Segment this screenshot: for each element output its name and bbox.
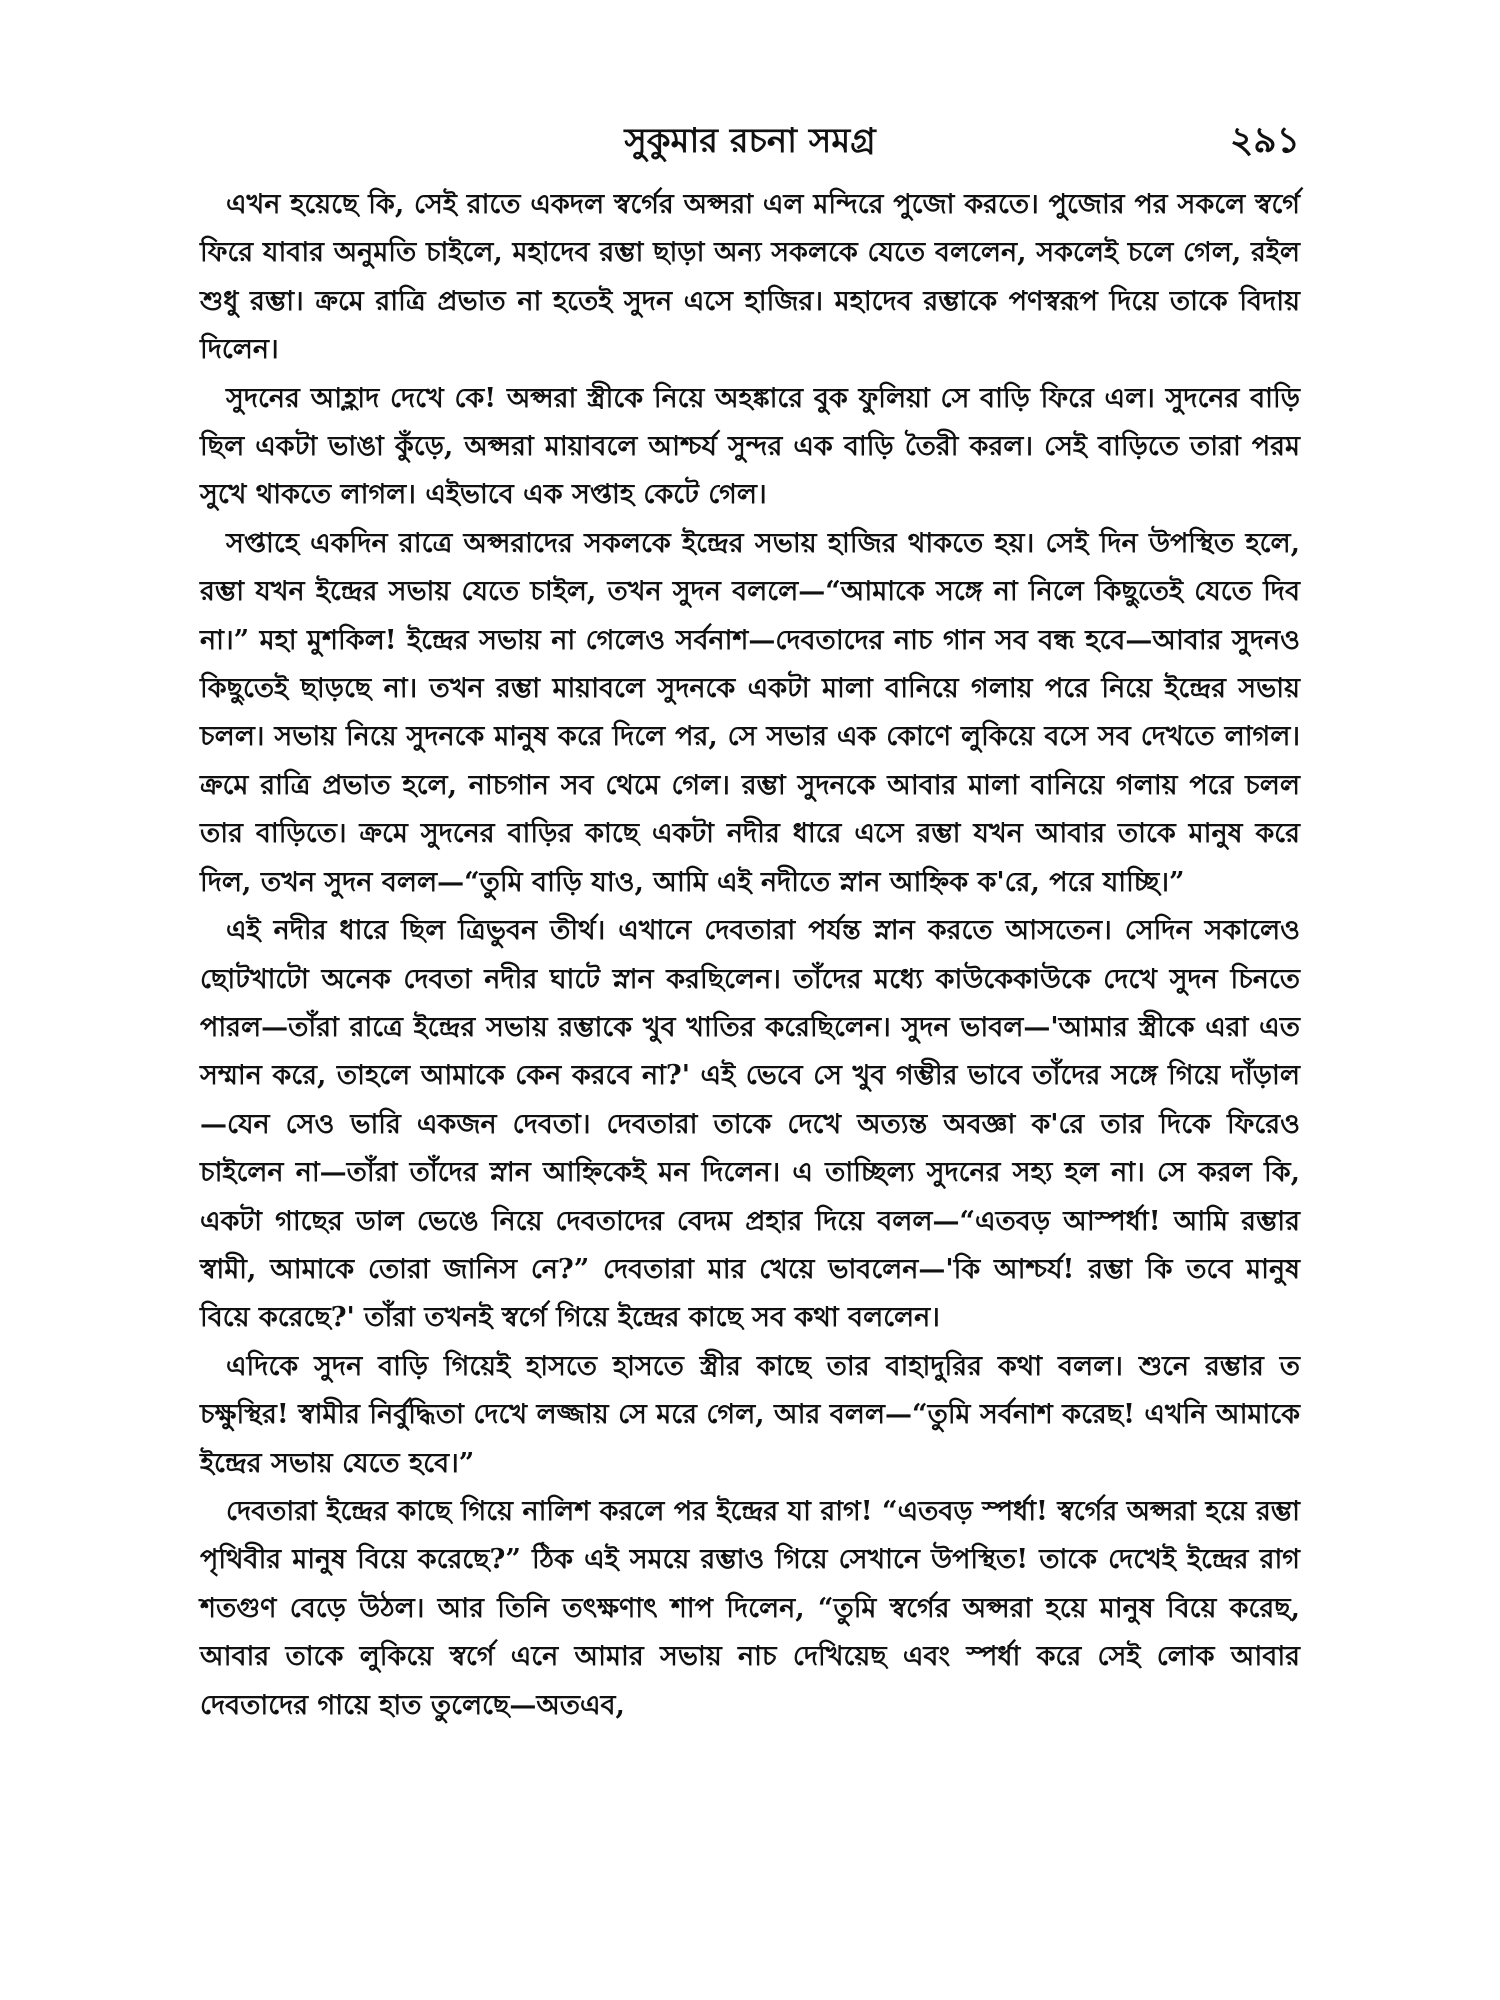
- body-text: [200, 181, 1300, 1730]
- page-number: ২৯১: [1229, 119, 1300, 161]
- book-page: [200, 105, 1300, 1935]
- paragraph-4: এই নদীর ধারে ছিল ত্রিভুবন তীর্থ। এখানে দেবতারা পর্যন্ত স্নান করতে আসতেন। সেদিন সকালেও ছোটখাটো অনেক দেবতা নদীর ঘাটে স্নান করছিলেন। তাঁদের মধ্যে কাউকেকাউকে দেখে সুদন চিনতে পারল—তাঁরা রাত্রে ইন্দ্রের সভায় রম্ভাকে খুব খাতির করেছিলেন। সুদন ভাবল—'আমার স্ত্রীকে এরা এত সম্মান করে, তাহলে আমাকে কেন করবে না?' এই ভেবে সে খুব গম্ভীর ভাবে তাঁদের সঙ্গে গিয়ে দাঁড়াল—যেন সেও ভারি একজন দেবতা। দেবতারা তাকে দেখে অত্যন্ত অবজ্ঞা ক'রে তার দিকে ফিরেও চাইলেন না—তাঁরা তাঁদের স্নান আহ্নিকেই মন দিলেন। এ তাচ্ছিল্য সুদনের সহ্য হল না। সে করল কি, একটা গাছের ডাল ভেঙে নিয়ে দেবতাদের বেদম প্রহার দিয়ে বলল—“এতবড় আস্পর্ধা! আমি রম্ভার স্বামী, আমাকে তোরা জানিস নে?” দেবতারা মার খেয়ে ভাবলেন—'কি আশ্চর্য! রম্ভা কি তবে মানুষ বিয়ে করেছে?' তাঁরা তখনই স্বর্গে গিয়ে ইন্দ্রের কাছে সব কথা বললেন।: [200, 915, 1300, 1334]
- paragraph-6: দেবতারা ইন্দ্রের কাছে গিয়ে নালিশ করলে পর ইন্দ্রের যা রাগ! “এতবড় স্পর্ধা! স্বর্গের অপ্সরা হয়ে রম্ভা পৃথিবীর মানুষ বিয়ে করেছে?” ঠিক এই সময়ে রম্ভাও গিয়ে সেখানে উপস্থিত! তাকে দেখেই ইন্দ্রের রাগ শতগুণ বেড়ে উঠল। আর তিনি তৎক্ষণাৎ শাপ দিলেন, “তুমি স্বর্গের অপ্সরা হয়ে মানুষ বিয়ে করেছ, আবার তাকে লুকিয়ে স্বর্গে এনে আমার সভায় নাচ দেখিয়েছ এবং স্পর্ধা করে সেই লোক আবার দেবতাদের গায়ে হাত তুলেছে—অতএব,: [200, 1495, 1300, 1721]
- paragraph-1: এখন হয়েছে কি, সেই রাতে একদল স্বর্গের অপ্সরা এল মন্দিরে পুজো করতে। পুজোর পর সকলে স্বর্গে ফিরে যাবার অনুমতি চাইলে, মহাদেব রম্ভা ছাড়া অন্য সকলকে যেতে বললেন, সকলেই চলে গেল, রইল শুধু রম্ভা। ক্রমে রাত্রি প্রভাত না হতেই সুদন এসে হাজির। মহাদেব রম্ভাকে পণস্বরূপ দিয়ে তাকে বিদায় দিলেন।: [200, 189, 1300, 366]
- book-title: সুকুমার রচনা সমগ্র: [624, 121, 876, 161]
- paragraph-2: সুদনের আহ্লাদ দেখে কে! অপ্সরা স্ত্রীকে নিয়ে অহঙ্কারে বুক ফুলিয়া সে বাড়ি ফিরে এল। সুদনের বাড়ি ছিল একটা ভাঙা কুঁড়ে, অপ্সরা মায়াবলে আশ্চর্য সুন্দর এক বাড়ি তৈরী করল। সেই বাড়িতে তারা পরম সুখে থাকতে লাগল। এইভাবে এক সপ্তাহ কেটে গেল।: [200, 382, 1300, 511]
- paragraph-5: এদিকে সুদন বাড়ি গিয়েই হাসতে হাসতে স্ত্রীর কাছে তার বাহাদুরির কথা বলল। শুনে রম্ভার ত চক্ষুস্থির! স্বামীর নির্বুদ্ধিতা দেখে লজ্জায় সে মরে গেল, আর বলল—“তুমি সর্বনাশ করেছ! এখনি আমাকে ইন্দ্রের সভায় যেতে হবে।”: [200, 1350, 1300, 1479]
- running-head: [200, 105, 1300, 175]
- paragraph-3: সপ্তাহে একদিন রাত্রে অপ্সরাদের সকলকে ইন্দ্রের সভায় হাজির থাকতে হয়। সেই দিন উপস্থিত হলে, রম্ভা যখন ইন্দ্রের সভায় যেতে চাইল, তখন সুদন বললে—“আমাকে সঙ্গে না নিলে কিছুতেই যেতে দিব না।” মহা মুশকিল! ইন্দ্রের সভায় না গেলেও সর্বনাশ—দেবতাদের নাচ গান সব বন্ধ হবে—আবার সুদনও কিছুতেই ছাড়ছে না। তখন রম্ভা মায়াবলে সুদনকে একটা মালা বানিয়ে গলায় পরে নিয়ে ইন্দ্রের সভায় চলল। সভায় নিয়ে সুদনকে মানুষ করে দিলে পর, সে সভার এক কোণে লুকিয়ে বসে সব দেখতে লাগল। ক্রমে রাত্রি প্রভাত হলে, নাচগান সব থেমে গেল। রম্ভা সুদনকে আবার মালা বানিয়ে গলায় পরে চলল তার বাড়িতে। ক্রমে সুদনের বাড়ির কাছে একটা নদীর ধারে এসে রম্ভা যখন আবার তাকে মানুষ করে দিল, তখন সুদন বলল—“তুমি বাড়ি যাও, আমি এই নদীতে স্নান আহ্নিক ক'রে, পরে যাচ্ছি।”: [200, 527, 1300, 898]
